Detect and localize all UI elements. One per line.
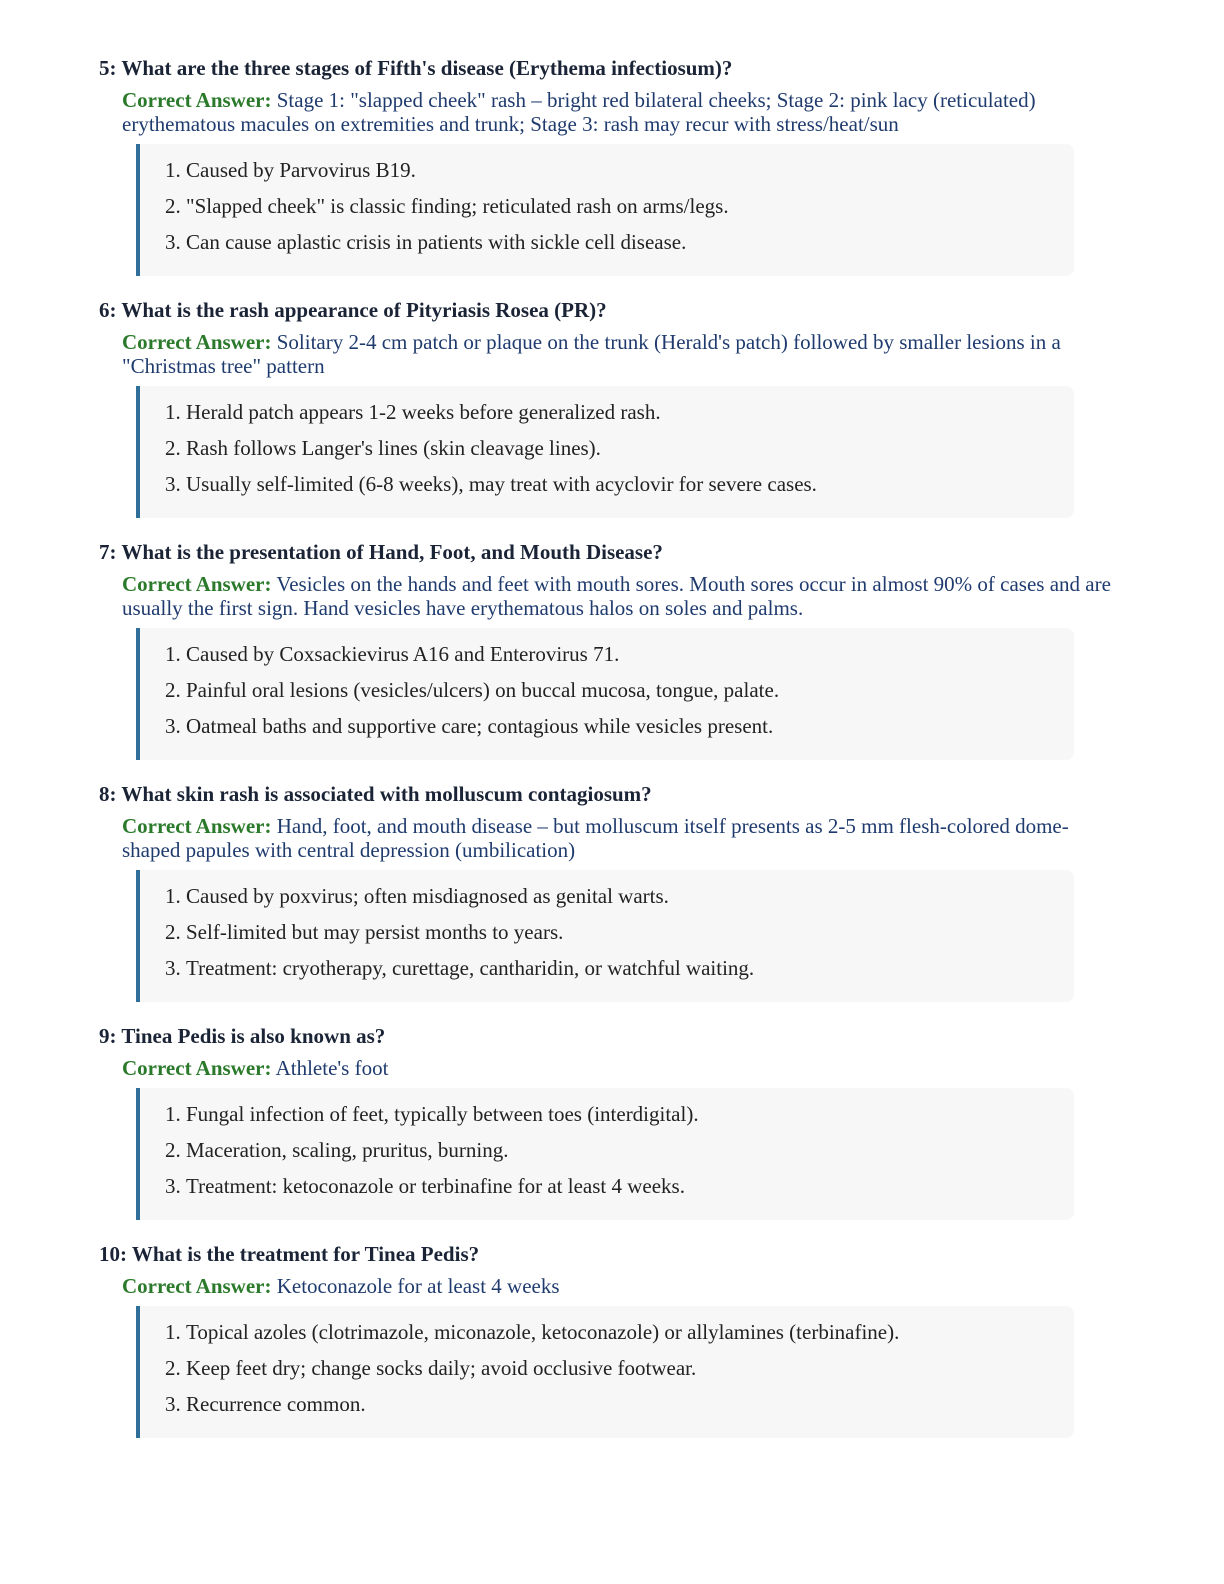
explanation-notes — [136, 1088, 1074, 1220]
answer-text: Hand, foot, and mouth disease – but molluscum itself presents as 2-5 mm flesh-colored dome-shaped papules with central depression (umbilication) — [122, 814, 1069, 862]
correct-answer — [122, 572, 1114, 620]
question-block-9 — [99, 1022, 1114, 1220]
explanation-notes — [136, 144, 1074, 276]
question-block-6 — [99, 296, 1114, 518]
answer-text: Solitary 2-4 cm patch or plaque on the trunk (Herald's patch) followed by smaller lesions in a "Christmas tree" pattern — [122, 330, 1061, 378]
answer-text: Vesicles on the hands and feet with mouth sores. Mouth sores occur in almost 90% of cases and are usually the first sign. Hand vesicles have erythematous halos on soles and palms. — [122, 572, 1111, 620]
question-title: 6: What is the rash appearance of Pityriasis Rosea (PR)? — [99, 298, 607, 322]
note-item: 1. Herald patch appears 1-2 weeks before generalized rash. — [186, 400, 1054, 424]
note-item: 1. Caused by poxvirus; often misdiagnosed as genital warts. — [186, 884, 1054, 908]
correct-answer — [122, 88, 1114, 136]
note-item: 3. Treatment: cryotherapy, curettage, cantharidin, or watchful waiting. — [186, 956, 1054, 980]
answer-label: Correct Answer: — [122, 88, 272, 112]
note-item: 3. Can cause aplastic crisis in patients with sickle cell disease. — [186, 230, 1054, 254]
explanation-notes — [136, 386, 1074, 518]
note-item: 3. Recurrence common. — [186, 1392, 1054, 1416]
question-block-10 — [99, 1240, 1114, 1438]
answer-label: Correct Answer: — [122, 572, 272, 596]
question-title: 9: Tinea Pedis is also known as? — [99, 1024, 386, 1048]
note-item: 3. Treatment: ketoconazole or terbinafine for at least 4 weeks. — [186, 1174, 1054, 1198]
note-item: 2. "Slapped cheek" is classic finding; reticulated rash on arms/legs. — [186, 194, 1054, 218]
answer-text: Ketoconazole for at least 4 weeks — [276, 1274, 560, 1298]
question-title: 5: What are the three stages of Fifth's disease (Erythema infectiosum)? — [99, 56, 733, 80]
question-title: 8: What skin rash is associated with molluscum contagiosum? — [99, 782, 652, 806]
answer-label: Correct Answer: — [122, 1056, 272, 1080]
note-item: 2. Self-limited but may persist months to years. — [186, 920, 1054, 944]
answer-text: Stage 1: "slapped cheek" rash – bright red bilateral cheeks; Stage 2: pink lacy (reticulated) erythematous macules on extremities and trunk; Stage 3: rash may recur with stress/heat/sun — [122, 88, 1036, 136]
note-item: 1. Caused by Parvovirus B19. — [186, 158, 1054, 182]
note-item: 2. Rash follows Langer's lines (skin cleavage lines). — [186, 436, 1054, 460]
note-item: 2. Keep feet dry; change socks daily; avoid occlusive footwear. — [186, 1356, 1054, 1380]
explanation-notes — [136, 1306, 1074, 1438]
answer-label: Correct Answer: — [122, 814, 272, 838]
question-block-5 — [99, 54, 1114, 276]
note-item: 1. Caused by Coxsackievirus A16 and Enterovirus 71. — [186, 642, 1054, 666]
note-item: 2. Maceration, scaling, pruritus, burning. — [186, 1138, 1054, 1162]
explanation-notes — [136, 870, 1074, 1002]
correct-answer — [122, 1274, 1114, 1298]
note-item: 3. Usually self-limited (6-8 weeks), may treat with acyclovir for severe cases. — [186, 472, 1054, 496]
explanation-notes — [136, 628, 1074, 760]
answer-label: Correct Answer: — [122, 1274, 272, 1298]
question-block-7 — [99, 538, 1114, 760]
correct-answer — [122, 1056, 1114, 1080]
answer-label: Correct Answer: — [122, 330, 272, 354]
correct-answer — [122, 330, 1114, 378]
question-title: 10: What is the treatment for Tinea Pedis? — [99, 1242, 480, 1266]
note-item: 1. Topical azoles (clotrimazole, miconazole, ketoconazole) or allylamines (terbinafine). — [186, 1320, 1054, 1344]
note-item: 1. Fungal infection of feet, typically between toes (interdigital). — [186, 1102, 1054, 1126]
note-item: 2. Painful oral lesions (vesicles/ulcers) on buccal mucosa, tongue, palate. — [186, 678, 1054, 702]
answer-text: Athlete's foot — [275, 1056, 389, 1080]
correct-answer — [122, 814, 1114, 862]
note-item: 3. Oatmeal baths and supportive care; contagious while vesicles present. — [186, 714, 1054, 738]
question-block-8 — [99, 780, 1114, 1002]
question-title: 7: What is the presentation of Hand, Foot, and Mouth Disease? — [99, 540, 663, 564]
